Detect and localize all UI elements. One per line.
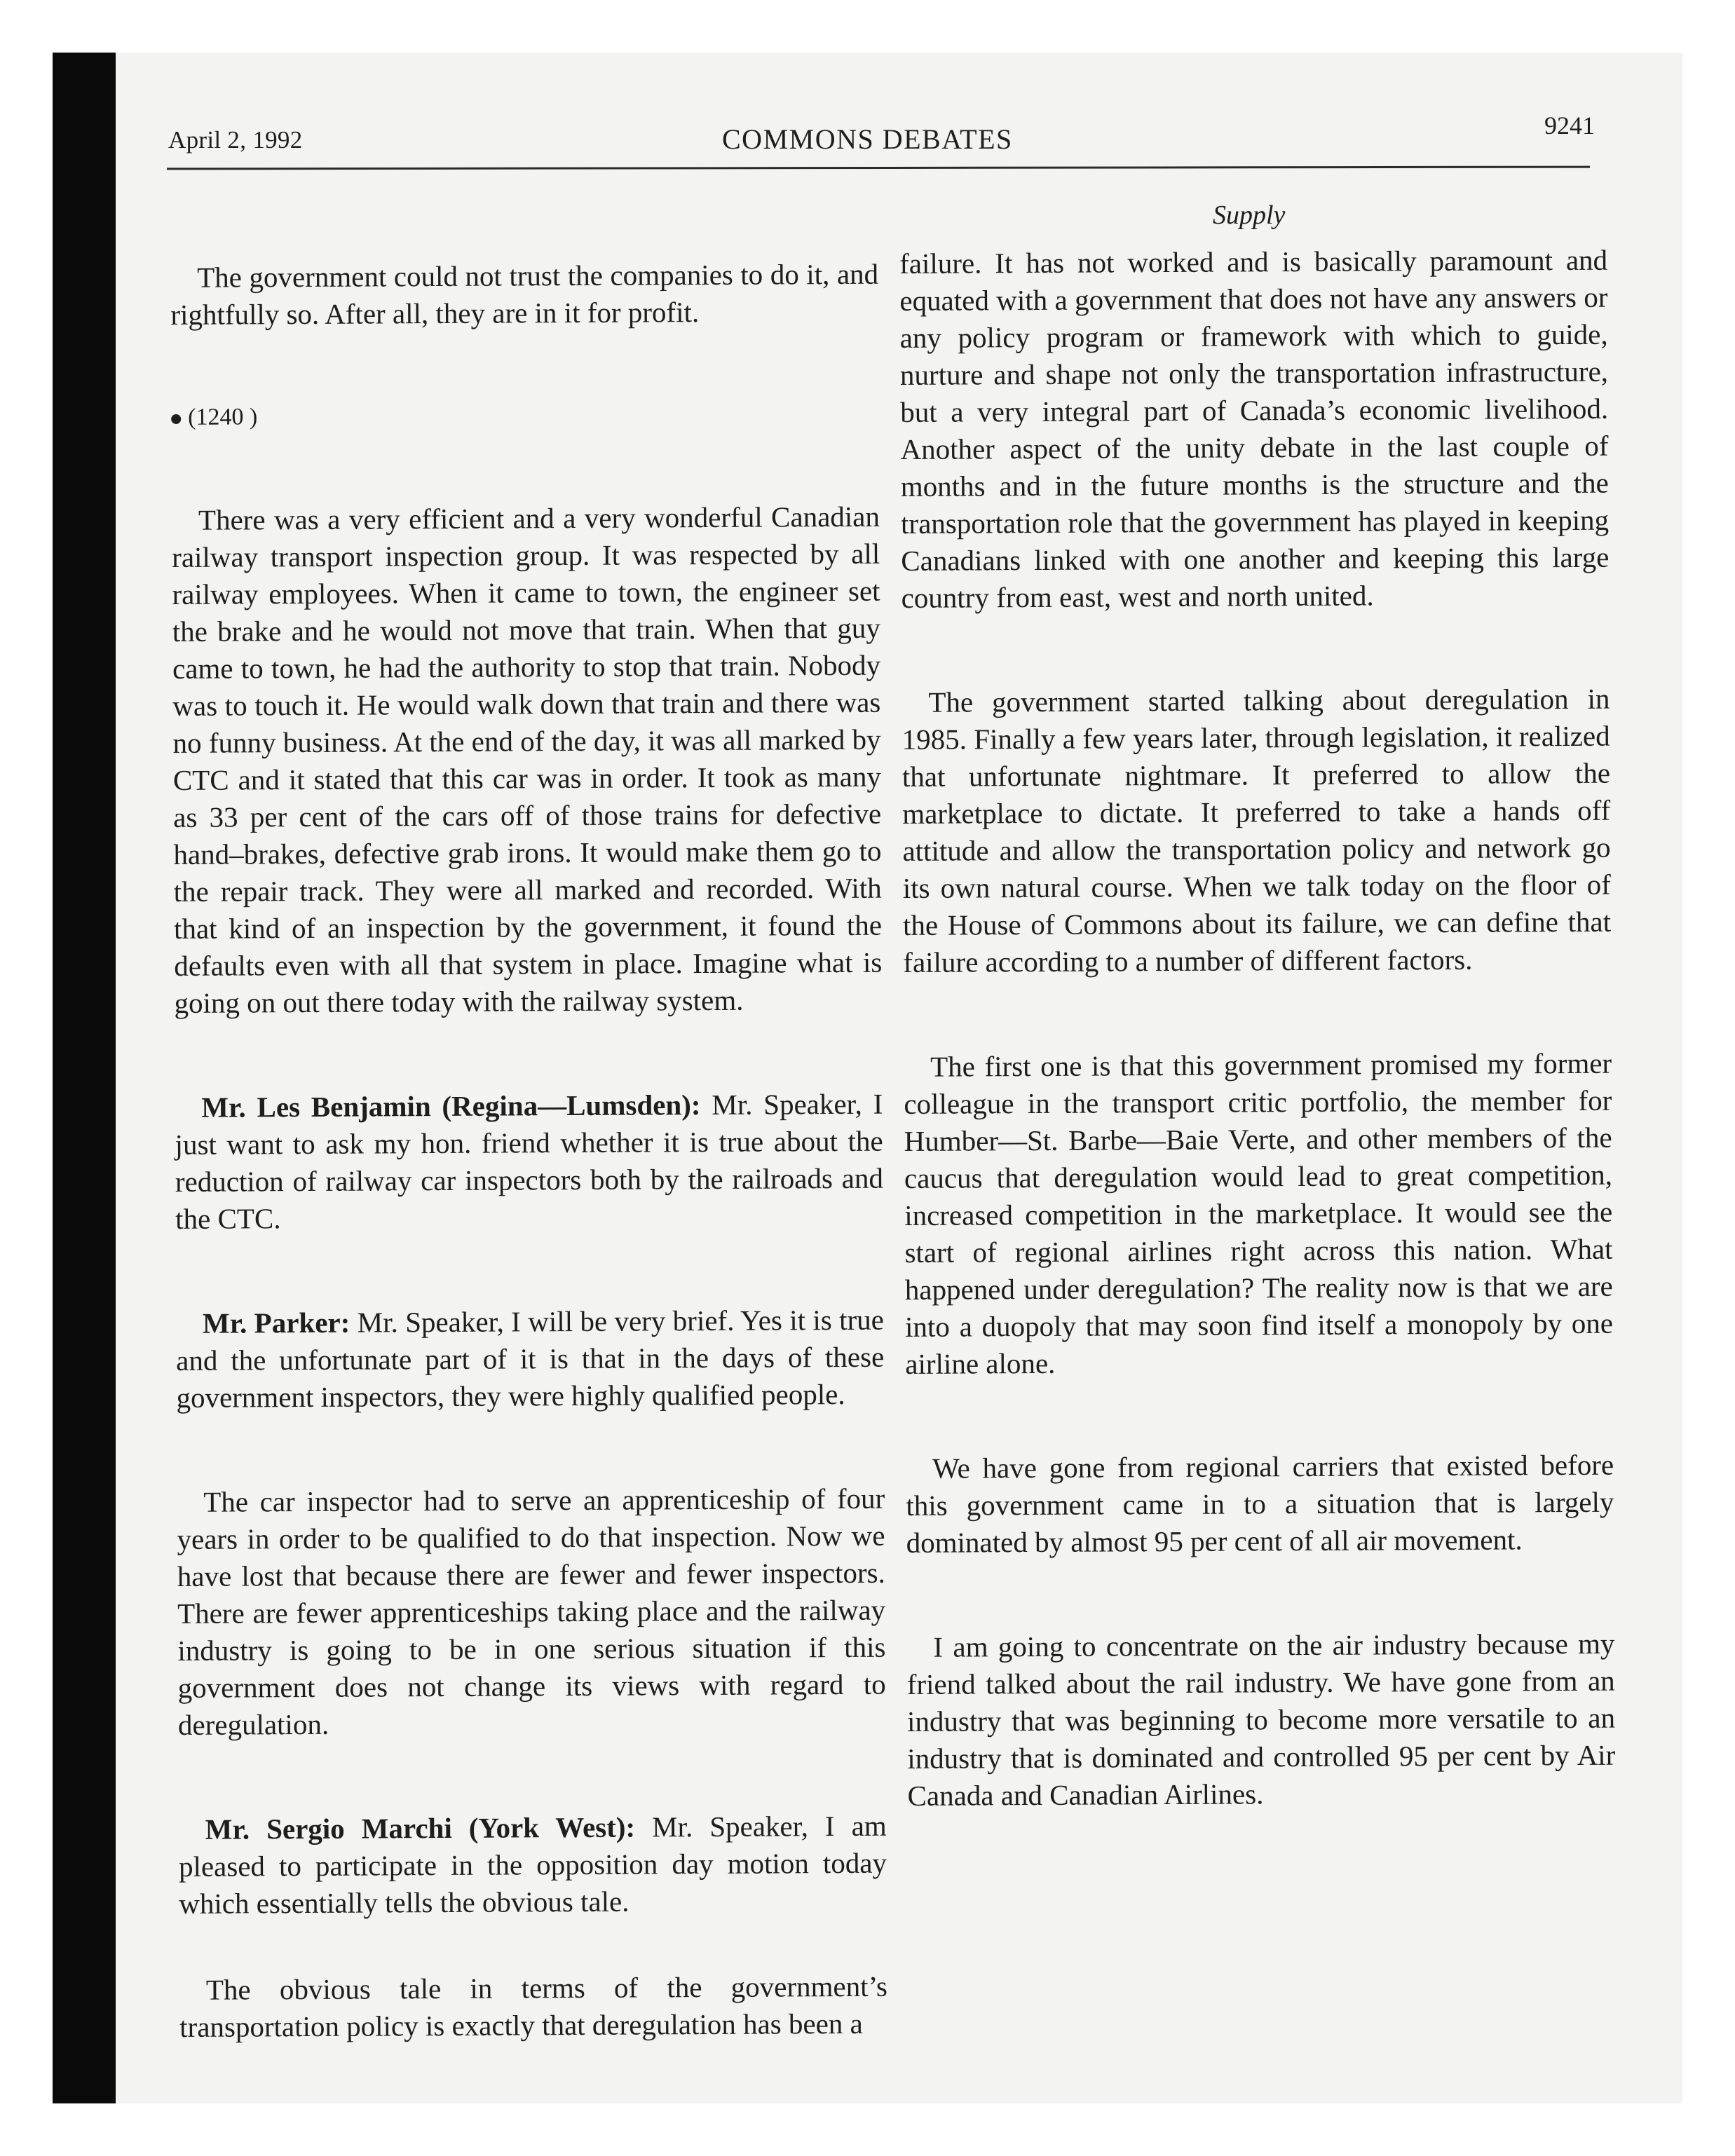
- speaker-name: Mr. Les Benjamin (Regina—Lumsden):: [201, 1089, 701, 1124]
- left-column: [170, 256, 888, 2113]
- paragraph: The first one is that this government promised my former colleague in the transport critic portfolio, the member for Humber—St. Barbe—Baie Verte, and other members of the caucus that deregulation would lead to great competition, increased competition in the marketplace. It would see the start of regional airlines right across this nation. What happened under deregulation? The reality now is that we are into a duopoly that may soon find itself a monopoly by one airline alone.: [904, 1046, 1614, 1380]
- right-column: [899, 242, 1616, 1882]
- speech-paragraph: [176, 1302, 885, 1417]
- paragraph-continued: failure. It has not worked and is basically paramount and equated with a government that does not have any answers or any policy program or framework with which to guide, nurture and shape not only the transportation infrastructure, but a very integral part of Canada’s economic livelihood. Another aspect of the unity debate in the last couple of months and in the future months is the structure and the transportation role that the government has played in keeping Canadians linked with one another and keeping this large country from east, west and north united.: [899, 243, 1610, 614]
- timestamp: [171, 397, 879, 435]
- paragraph: The government could not trust the companies to do it, and rightfully so. After all, they are in it for profit.: [170, 257, 879, 331]
- speech-text: Mr. Speaker, I am pleased to participate in the opposition day motion today which essentially tells the obvious tale.: [178, 1809, 887, 1920]
- speaker-name: Mr. Parker:: [202, 1306, 351, 1339]
- paragraph: The car inspector had to serve an apprenticeship of four years in order to be qualified to do that inspection. Now we have lost that because there are fewer and fewer inspectors. There are fewer apprenticeships taking place and the railway industry is going to be in one serious situation if this government does not change its views with regard to deregulation.: [177, 1482, 886, 1741]
- timestamp-text: (1240 ): [188, 404, 258, 430]
- speaker-name: Mr. Sergio Marchi (York West):: [205, 1810, 636, 1845]
- speech-text: Mr. Speaker, I will be very brief. Yes it is true and the unfortunate part of it is that in the days of these government inspectors, they were highly qualified people.: [176, 1303, 885, 1414]
- speech-paragraph: [179, 1808, 887, 1923]
- paragraph: We have gone from regional carriers that existed before this government came in to a situation that is largely dominated by almost 95 per cent of all air movement.: [906, 1448, 1614, 1559]
- paragraph: The obvious tale in terms of the government’s transportation policy is exactly that deregulation has been a: [179, 1970, 888, 2043]
- speech-paragraph: [175, 1086, 883, 1238]
- page-number: 9241: [1544, 111, 1595, 139]
- paragraph: The government started talking about deregulation in 1985. Finally a few years later, through legislation, it realized that unfortunate nightmare. It preferred to allow the marketplace to dictate. It preferred to take a hands off attitude and allow the transportation policy and network go its own natural course. When we talk today on the floor of the House of Commons about its failure, we can define that failure according to a number of different factors.: [901, 682, 1612, 978]
- header-date: April 2, 1992: [168, 126, 303, 153]
- paragraph: I am going to concentrate on the air industry because my friend talked about the rail industry. We have gone from an industry that was beginning to become more versatile to an industry that is dominated and controlled 95 per cent by Air Canada and Canadian Airlines.: [906, 1627, 1616, 1812]
- section-label: Supply: [1213, 200, 1286, 230]
- paragraph: There was a very efficient and a very wonderful Canadian railway transport inspection group. It was respected by all railway employees. When it came to town, the engineer set the brake and he would not move that train. When that guy came to town, he had the authority to stop that train. Nobody was to touch it. He would walk down that train and there was no funny business. At the end of the day, it was all marked by CTC and it stated that this car was in order. It took as many as 33 per cent of the cars off of those trains for defective hand–brakes, defective grab irons. It would make them go to the repair track. They were all marked and recorded. With that kind of an inspection by the government, it found the defaults even with all that system in place. Imagine what is going on out there today with the railway system.: [172, 500, 883, 1019]
- header-title: COMMONS DEBATES: [722, 123, 1013, 155]
- bullet-icon: [171, 414, 181, 424]
- binding-edge: [53, 53, 116, 2103]
- speech-text: Mr. Speaker, I just want to ask my hon. friend whether it is true about the reduction of railway car inspectors both by the railroads and the CTC.: [175, 1087, 883, 1235]
